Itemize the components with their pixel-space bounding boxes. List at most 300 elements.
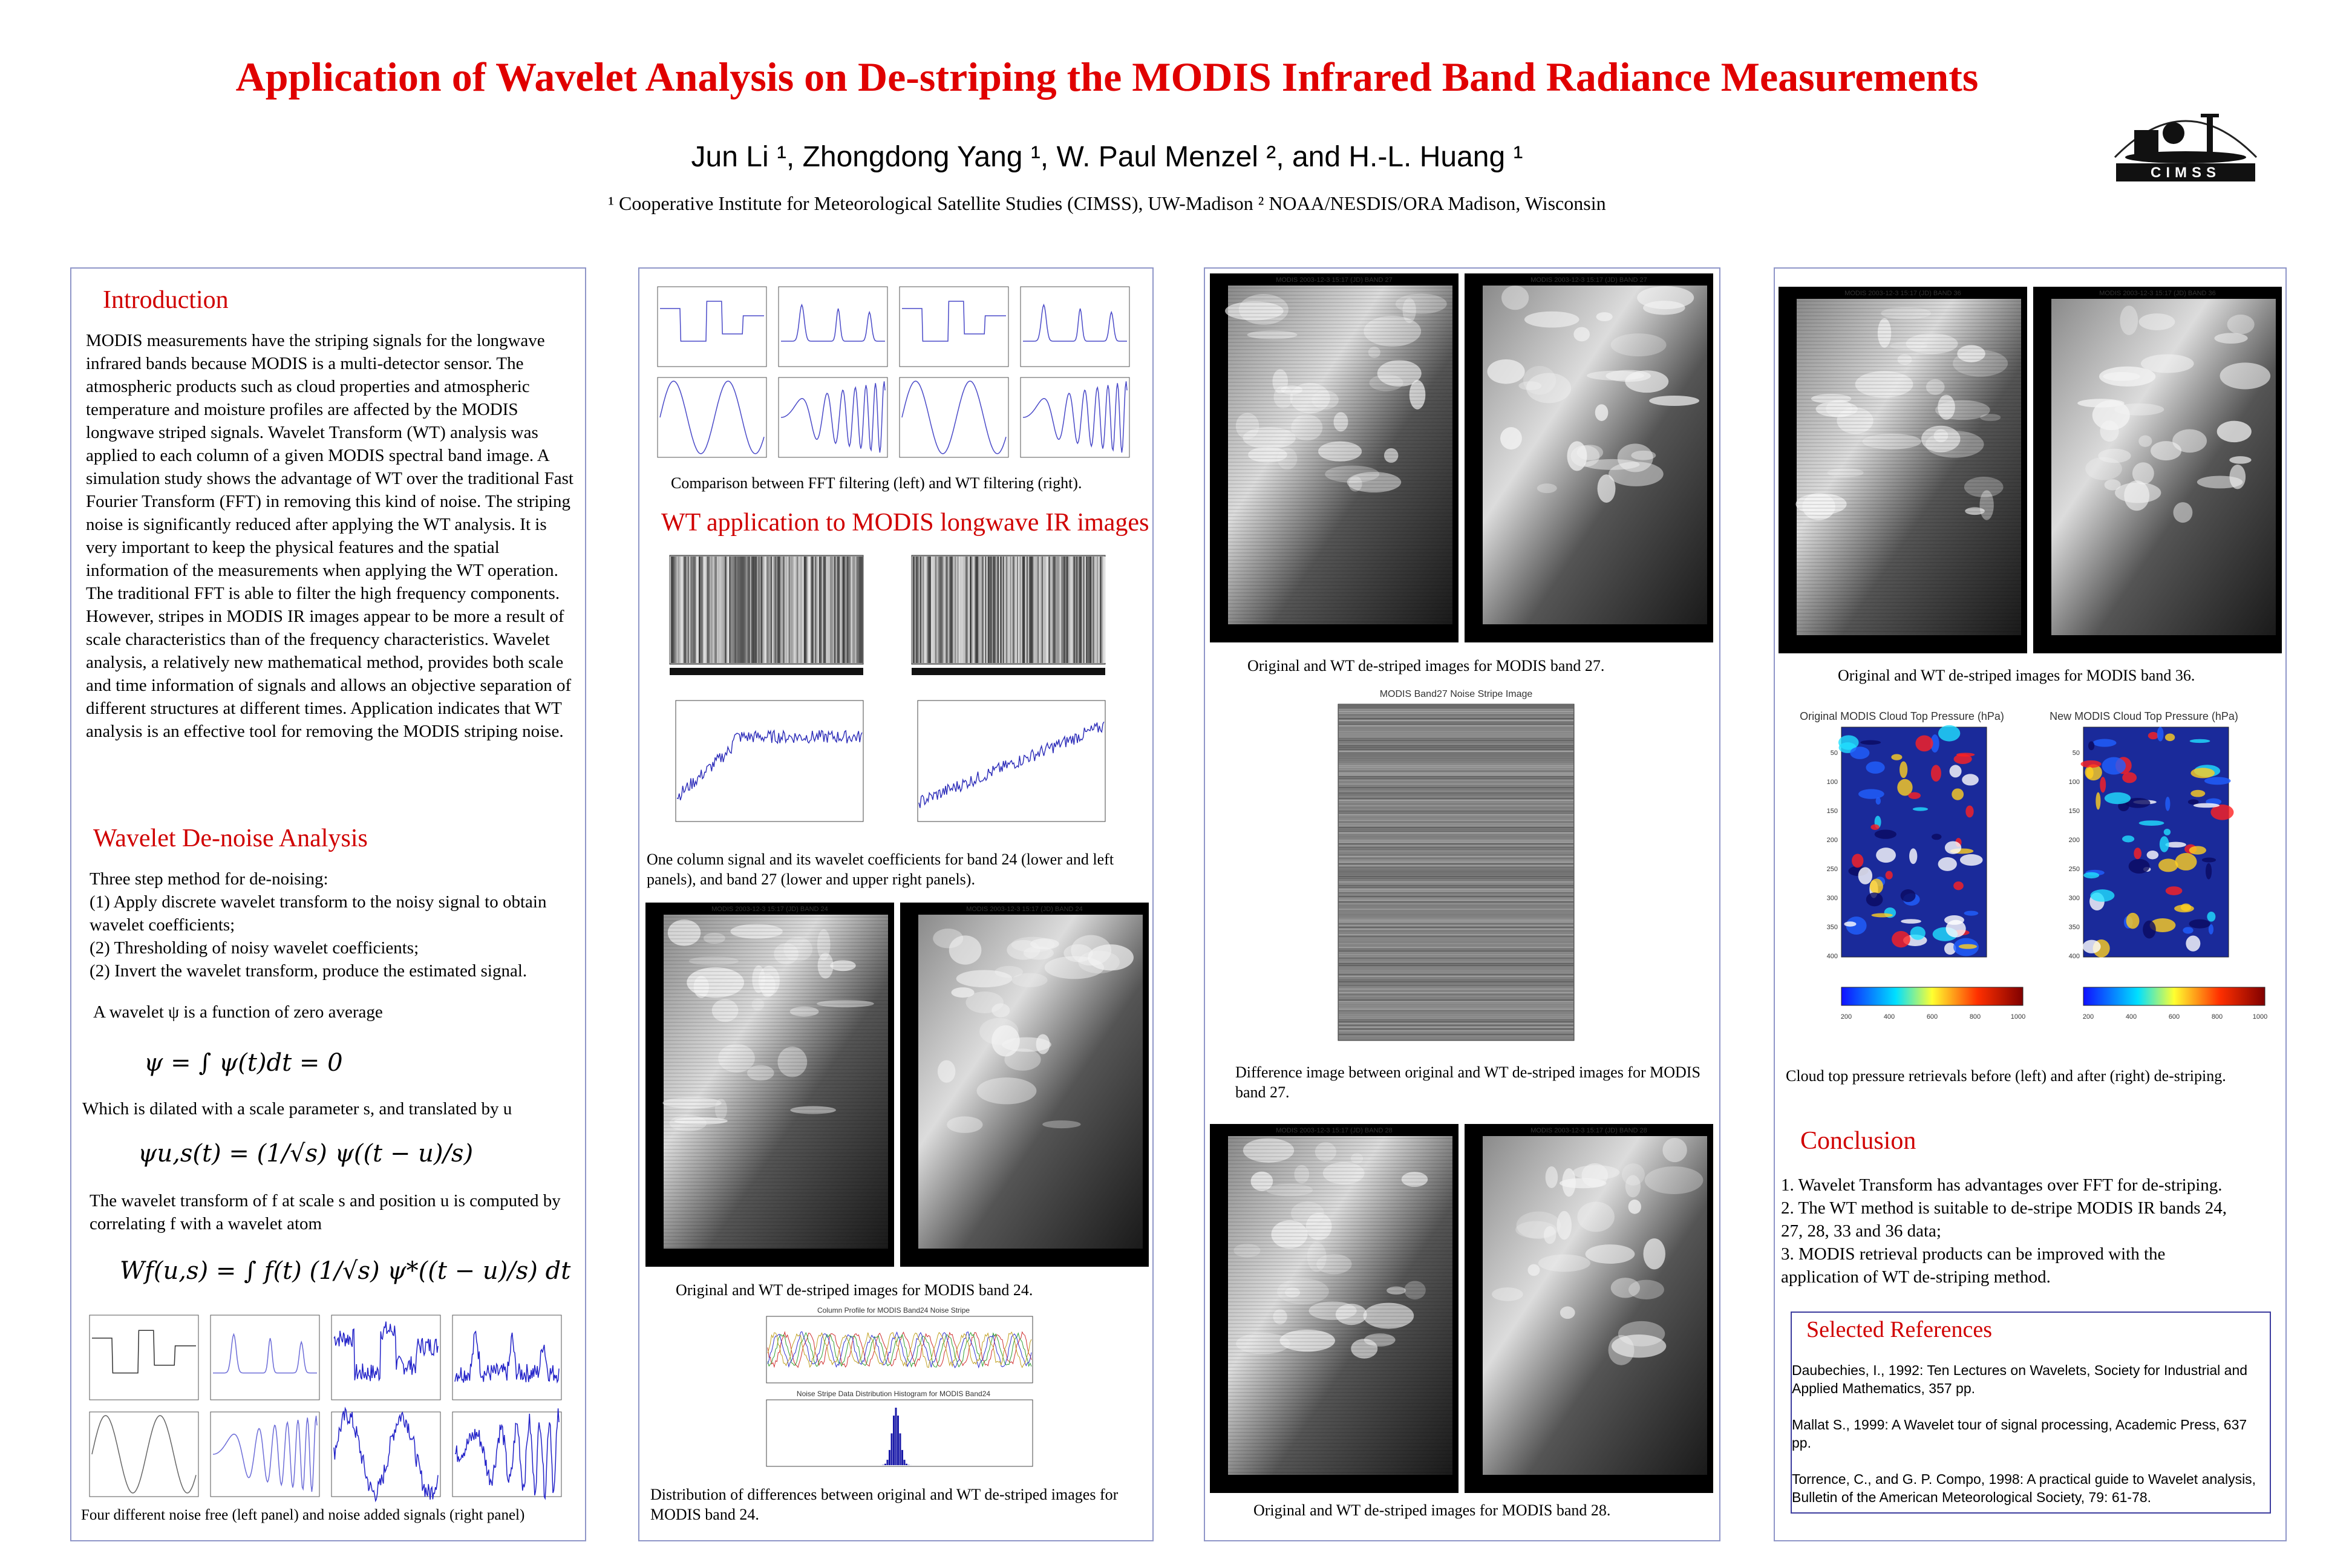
ctp-patch xyxy=(1850,746,1869,759)
noise-stripe xyxy=(1339,827,1573,828)
histogram-bar xyxy=(893,1416,895,1465)
profile-frame xyxy=(676,701,863,822)
noise-stripe xyxy=(1339,918,1573,919)
plot-frame xyxy=(658,287,766,367)
noise-stripe xyxy=(1339,818,1573,819)
filter-plot xyxy=(658,287,766,367)
ctp-ytick: 350 xyxy=(1826,924,1838,931)
ctp-patch xyxy=(1938,857,1957,871)
noise-stripe xyxy=(1339,840,1573,841)
ctp-patch xyxy=(2081,760,2102,768)
noise-stripe xyxy=(1339,941,1573,942)
ctp-patch xyxy=(2164,829,2171,835)
signals-caption: Four different noise free (left panel) and noise added signals (right panel) xyxy=(81,1507,525,1523)
noise-stripe xyxy=(1339,787,1573,788)
cloud-patch xyxy=(2103,372,2140,381)
noise-stripe xyxy=(1339,900,1573,901)
histogram-bar xyxy=(897,1416,899,1465)
noise-stripe xyxy=(1339,1025,1573,1026)
image-label: MODIS 2003-12-3 15:17 (JD) BAND 28 xyxy=(1276,1127,1393,1134)
noise-stripe xyxy=(1339,943,1573,944)
ctp-patch xyxy=(2102,757,2126,774)
column-profile-plot xyxy=(918,701,1105,822)
cloud-patch xyxy=(1595,404,1609,421)
noise-stripe xyxy=(1339,847,1573,848)
noise-stripe xyxy=(1339,972,1573,973)
ctp-patch xyxy=(2189,846,2206,854)
noise-stripe xyxy=(1339,1037,1573,1039)
cloud-patch xyxy=(817,929,831,960)
cloud-patch xyxy=(2217,421,2252,442)
band24-images xyxy=(645,903,1149,1267)
coef-column xyxy=(1104,557,1106,663)
cloud-patch xyxy=(1527,1264,1540,1276)
noise-stripe xyxy=(1339,762,1573,763)
original-image xyxy=(1210,273,1459,642)
ctp-ytick: 200 xyxy=(1826,837,1838,844)
noise-stripe xyxy=(1339,803,1573,805)
noise-stripe xyxy=(1339,854,1573,855)
image-label: MODIS 2003-12-3 15:17 (JD) BAND 28 xyxy=(1530,1127,1647,1134)
plot-frame xyxy=(211,1412,319,1497)
ctp-patch xyxy=(1945,841,1961,854)
conclusion-heading: Conclusion xyxy=(1800,1127,1916,1155)
ctp-patch xyxy=(2202,858,2216,863)
noise-stripe xyxy=(1339,792,1573,794)
colorbar xyxy=(2083,987,2265,1005)
cloud-patch xyxy=(2092,400,2130,430)
noise-stripe xyxy=(1339,950,1573,952)
noise-stripe xyxy=(1339,1012,1573,1013)
ctp-patch xyxy=(1960,854,1983,866)
noise-stripe xyxy=(1339,954,1573,955)
ctp-map xyxy=(2069,727,2268,1021)
cloud-patch xyxy=(1855,371,1913,397)
ctp-patch xyxy=(1956,753,1975,756)
noise-stripe xyxy=(1339,998,1573,999)
ctp-patch xyxy=(2083,872,2099,878)
noise-stripe xyxy=(1339,927,1573,928)
noise-stripe xyxy=(1339,851,1573,852)
cloud-patch xyxy=(704,933,725,944)
cloud-patch xyxy=(2105,479,2121,490)
formula-wavelet-transform: Wf(u,s) = ∫ f(t) (1/√s) ψ*((t − u)/s) dt xyxy=(120,1257,571,1285)
noise-stripe xyxy=(1339,947,1573,948)
ctp-patch xyxy=(1876,848,1896,863)
cloud-patch xyxy=(1402,1172,1428,1187)
cloud-patch xyxy=(1251,1172,1273,1191)
formula-wavelet-atom: ψu,s(t) = (1/√s) ψ((t − u)/s) xyxy=(138,1140,474,1168)
histogram-bar xyxy=(889,1450,890,1465)
noise-stripe xyxy=(1339,771,1573,772)
ctp-patch xyxy=(2134,848,2141,859)
noise-stripe xyxy=(1339,767,1573,768)
noise-stripe xyxy=(1339,785,1573,786)
cloud-patch xyxy=(1306,1213,1332,1240)
noise-stripe xyxy=(1339,843,1573,844)
histogram-bar xyxy=(884,1464,886,1465)
formula-zero-average: ψ = ∫ ψ(t)dt = 0 xyxy=(144,1049,343,1077)
noise-stripe xyxy=(1339,1010,1573,1011)
noise-stripe xyxy=(1339,754,1573,756)
cloud-patch xyxy=(1492,1287,1523,1301)
cloud-patch xyxy=(2120,305,2138,335)
noise-stripe xyxy=(1339,869,1573,870)
cloud-patch xyxy=(1323,1162,1365,1184)
noise-stripe xyxy=(1339,733,1573,734)
ctp-patch xyxy=(2139,820,2164,826)
noise-stripe xyxy=(1339,836,1573,837)
filter-plot xyxy=(900,287,1008,367)
noise-stripe xyxy=(1339,811,1573,812)
noise-stripe xyxy=(1339,711,1573,712)
colorbar-tick: 1000 xyxy=(2252,1013,2268,1021)
panel-conclusion xyxy=(1774,267,2287,1541)
ctp-patch xyxy=(1965,805,1973,817)
ctp-patch xyxy=(2129,859,2150,874)
coef-strip xyxy=(912,668,1105,675)
noise-stripe xyxy=(1339,742,1573,743)
ctp-patch xyxy=(1962,774,1979,785)
cloud-patch xyxy=(2138,436,2152,447)
colorbar-tick: 200 xyxy=(2082,1013,2094,1021)
noise-stripe xyxy=(1339,780,1573,781)
noise-stripe xyxy=(1339,949,1573,950)
cloud-patch xyxy=(1645,1166,1704,1194)
cloud-patch xyxy=(2197,475,2243,488)
noise-stripe xyxy=(1339,725,1573,727)
noise-stripe xyxy=(1339,932,1573,933)
noise-stripe xyxy=(1339,758,1573,759)
image-label: MODIS 2003-12-3 15:17 (JD) BAND 24 xyxy=(966,906,1083,913)
cloud-patch xyxy=(747,1065,774,1081)
noise-stripe xyxy=(1339,880,1573,881)
cloud-patch xyxy=(1957,345,1985,362)
ctp-patch xyxy=(2088,741,2094,750)
ctp-patch xyxy=(1886,871,1893,880)
noise-stripe xyxy=(1339,713,1573,714)
noise-stripe xyxy=(1339,1018,1573,1019)
noise-stripe xyxy=(1339,930,1573,932)
noise-stripe xyxy=(1339,852,1573,854)
destriped-image xyxy=(1465,1124,1713,1493)
ctp-patch xyxy=(2083,940,2101,953)
noise-stripe xyxy=(1339,925,1573,926)
ctp-ytick: 150 xyxy=(1826,808,1838,815)
cloud-patch xyxy=(1487,359,1524,384)
noise-stripe xyxy=(1339,745,1573,746)
cloud-patch xyxy=(1524,312,1579,328)
fft-vs-wt-figure xyxy=(652,281,1142,462)
noise-stripe xyxy=(1339,916,1573,917)
cloud-patch xyxy=(830,960,855,971)
image-label: MODIS 2003-12-3 15:17 (JD) BAND 27 xyxy=(1276,276,1393,284)
noise-stripe xyxy=(1339,999,1573,1001)
noise-stripe xyxy=(1339,910,1573,912)
plot-frame xyxy=(332,1412,440,1497)
affiliations: ¹ Cooperative Institute for Meteorological Satellite Studies (CIMSS), UW-Madison ² NOAA/NESDIS/ORA Madison, Wisconsin xyxy=(608,192,1606,214)
filter-plot xyxy=(779,287,887,367)
noise-stripe xyxy=(1339,823,1573,825)
cloud-patch xyxy=(1606,370,1651,382)
noise-stripe xyxy=(1339,936,1573,937)
noise-stripe xyxy=(1339,816,1573,817)
noise-stripe xyxy=(1339,867,1573,868)
noise-stripe xyxy=(1339,1016,1573,1017)
ctp-patch xyxy=(2147,851,2159,859)
band27-noise-stripe-image xyxy=(1332,686,1580,1044)
ctp-patch xyxy=(2190,790,2205,797)
noise-stripe xyxy=(1339,872,1573,874)
cloud-patch xyxy=(1315,1142,1336,1161)
cloud-patch xyxy=(1964,477,2004,497)
histogram-bar xyxy=(906,1464,907,1465)
cloud-patch xyxy=(1577,445,1604,460)
noise-stripe xyxy=(1339,822,1573,823)
ctp-ytick: 50 xyxy=(1830,750,1838,757)
plot-frame xyxy=(90,1315,198,1400)
ctp-patch xyxy=(1932,834,1941,840)
plot-frame xyxy=(90,1412,198,1497)
cloud-patch xyxy=(951,987,974,998)
cloud-patch xyxy=(1233,1244,1260,1258)
noise-stripe xyxy=(1339,934,1573,935)
noise-stripe xyxy=(1339,722,1573,723)
ctp-patch xyxy=(2165,734,2175,742)
noise-stripe xyxy=(1339,878,1573,879)
noise-stripe xyxy=(1339,1027,1573,1028)
noise-stripe xyxy=(1339,709,1573,710)
noise-stripe xyxy=(1339,802,1573,803)
introduction-heading: Introduction xyxy=(103,286,229,314)
ctp-patch xyxy=(1866,892,1883,906)
filter-plot xyxy=(779,377,887,457)
cloud-patch xyxy=(1271,1220,1307,1248)
cloud-patch xyxy=(718,1044,755,1073)
noise-stripe xyxy=(1339,812,1573,814)
noise-stripe xyxy=(1339,961,1573,962)
filter-plot xyxy=(1021,377,1129,457)
cloud-patch xyxy=(2151,441,2181,460)
noise-stripe xyxy=(1339,756,1573,757)
noise-stripe xyxy=(1339,923,1573,924)
cloud-patch xyxy=(1596,312,1612,321)
ctp-ytick: 350 xyxy=(2068,924,2080,931)
ctp-ytick: 200 xyxy=(2068,837,2080,844)
signal-plot xyxy=(90,1412,198,1497)
cloud-patch xyxy=(1586,1244,1635,1264)
noise-stripe xyxy=(1339,856,1573,857)
band28-caption: Original and WT de-striped images for MODIS band 28. xyxy=(1253,1501,1611,1519)
wavelet-coefficient-image xyxy=(670,555,864,675)
plot-frame xyxy=(452,1412,561,1497)
conclusion-2: 2. The WT method is suitable to de-stripe MODIS IR bands 24, 27, 28, 33 and 36 data; xyxy=(1781,1198,2227,1241)
cloud-patch xyxy=(2229,456,2251,464)
ctp-patch xyxy=(1866,762,1885,774)
colorbar-tick: 200 xyxy=(1840,1013,1852,1021)
ctp-patch xyxy=(2157,727,2164,742)
noise-stripe xyxy=(1339,716,1573,717)
cloud-patch xyxy=(1628,1280,1664,1299)
noise-stripe xyxy=(1339,965,1573,966)
cloud-patch xyxy=(1881,307,1931,319)
cloud-patch xyxy=(2115,482,2161,503)
band36-images xyxy=(1779,287,2282,653)
cimss-logo xyxy=(2110,97,2261,183)
cloud-patch xyxy=(2098,449,2131,463)
ctp-patch xyxy=(1938,725,1960,742)
ctp-ytick: 300 xyxy=(2068,895,2080,902)
noise-stripe xyxy=(1339,849,1573,850)
ctp-patch xyxy=(2188,799,2199,805)
cloud-patch xyxy=(1573,327,1590,342)
noise-stripe xyxy=(1339,740,1573,741)
noise-stripe xyxy=(1339,871,1573,872)
colorbar-tick: 600 xyxy=(2168,1013,2180,1021)
ctp-patch xyxy=(2148,732,2158,739)
ctp-patch xyxy=(2186,935,2200,951)
ctp-patch xyxy=(1860,740,1881,745)
signal-plot xyxy=(211,1412,319,1497)
cloud-patch xyxy=(2174,502,2193,523)
noise-stripe xyxy=(1339,1005,1573,1006)
ctp-ytick: 400 xyxy=(1826,953,1838,960)
band28-images xyxy=(1210,1124,1713,1493)
noise-stripe xyxy=(1339,874,1573,875)
original-image xyxy=(1779,287,2027,653)
noise-stripe xyxy=(1339,763,1573,765)
colorbar-tick: 600 xyxy=(1926,1013,1938,1021)
coef-column xyxy=(862,557,864,663)
noise-stripe xyxy=(1339,938,1573,939)
ctp-patch xyxy=(1964,911,1979,916)
noise-stripe xyxy=(1339,1008,1573,1010)
histogram-bar xyxy=(900,1433,901,1465)
image-label: MODIS 2003-12-3 15:17 (JD) BAND 36 xyxy=(1844,290,1961,297)
coef-caption: One column signal and its wavelet coefficients for band 24 (lower and left panels), and band 27 (lower and upper right panels). xyxy=(647,851,1114,888)
noise-stripe xyxy=(1339,760,1573,761)
noise-stripe xyxy=(1339,838,1573,839)
cloud-patch xyxy=(1926,379,1945,395)
cloud-patch xyxy=(1384,448,1398,463)
noise-stripe xyxy=(1339,1001,1573,1002)
noise-stripe xyxy=(1339,990,1573,991)
logo-text: CIMSS xyxy=(2150,165,2221,181)
cloud-patch xyxy=(1546,1166,1558,1188)
ctp-map-title: New MODIS Cloud Top Pressure (hPa) xyxy=(2050,710,2238,722)
noise-stripe xyxy=(1339,1003,1573,1004)
destriped-image xyxy=(1465,273,1713,642)
ctp-caption: Cloud top pressure retrievals before (left) and after (right) de-striping. xyxy=(1786,1067,2226,1085)
noise-stripe xyxy=(1339,1021,1573,1022)
cloud-patch xyxy=(1662,1138,1687,1162)
cloud-patch xyxy=(1584,459,1639,470)
colorbar-tick: 800 xyxy=(2211,1013,2223,1021)
noise-stripe xyxy=(1339,769,1573,770)
signal-plot xyxy=(90,1315,198,1400)
cloud-patch xyxy=(1828,468,1864,477)
signal-plot xyxy=(452,1408,561,1498)
histogram-bar xyxy=(887,1460,889,1465)
cloud-patch xyxy=(1878,318,1891,348)
noise-stripe xyxy=(1339,829,1573,830)
cloud-patch xyxy=(2227,315,2255,334)
ctp-ytick: 400 xyxy=(2068,953,2080,960)
fft-caption: Comparison between FFT filtering (left) and WT filtering (right). xyxy=(671,474,1082,492)
ctp-patch xyxy=(2126,913,2140,929)
histogram-bar xyxy=(904,1460,906,1465)
plot-frame xyxy=(779,377,887,457)
cloud-patch xyxy=(2220,362,2271,389)
ctp-patch xyxy=(2189,920,2210,929)
noise-stripe xyxy=(1339,988,1573,990)
ctp-patch xyxy=(2204,777,2231,785)
author-list: Jun Li ¹, Zhongdong Yang ¹, W. Paul Menzel ², and H.-L. Huang ¹ xyxy=(691,141,1523,173)
cloud-patch xyxy=(1643,301,1685,315)
diff-caption: Difference image between original and WT de-striped images for MODIS band 27. xyxy=(1235,1063,1700,1101)
ctp-patch xyxy=(2096,792,2100,810)
colorbar-tick: 400 xyxy=(1883,1013,1895,1021)
ctp-patch xyxy=(2105,792,2131,804)
noise-stripe xyxy=(1339,876,1573,877)
ctp-patch xyxy=(2158,858,2178,872)
cloud-patch xyxy=(947,1116,982,1133)
image-label: MODIS 2003-12-3 15:17 (JD) BAND 36 xyxy=(2099,290,2216,297)
plot-frame xyxy=(1021,287,1129,367)
noise-stripe xyxy=(1339,909,1573,910)
cloud-patch xyxy=(949,935,982,964)
noise-stripe xyxy=(1339,865,1573,866)
cloud-patch xyxy=(1368,347,1380,358)
noise-stripe xyxy=(1339,729,1573,730)
signal-plot xyxy=(211,1315,319,1400)
noise-signals-figure xyxy=(83,1309,573,1503)
cloud-patch xyxy=(1236,1333,1290,1354)
cloud-patch xyxy=(1307,1242,1327,1272)
reference-2: Mallat S., 1999: A Wavelet tour of signal processing, Academic Press, 637 pp. xyxy=(1792,1417,2247,1451)
ctp-patch xyxy=(1959,944,1977,949)
ctp-patch xyxy=(1909,848,1917,864)
ctp-patch xyxy=(1953,881,1964,890)
noise-stripe xyxy=(1339,912,1573,913)
noise-stripe xyxy=(1339,751,1573,752)
signal-plot xyxy=(452,1315,561,1400)
cloud-patch xyxy=(1273,1309,1287,1324)
reference-3: Torrence, C., and G. P. Compo, 1998: A practical guide to Wavelet analysis, Bulletin of the American Meteorological Society, 79: 61-78. xyxy=(1792,1471,2256,1505)
ctp-map xyxy=(1827,725,2026,1021)
noise-stripe xyxy=(1339,825,1573,826)
ctp-ytick: 50 xyxy=(2072,750,2080,757)
noise-stripe xyxy=(1339,881,1573,883)
denoise-step-1: (1) Apply discrete wavelet transform to the noisy signal to obtain wavelet coefficients; xyxy=(90,892,547,935)
noise-stripe xyxy=(1339,714,1573,716)
cloud-patch xyxy=(1518,381,1541,390)
ctp-patch xyxy=(2175,853,2197,871)
ctp-patch xyxy=(1892,931,1910,947)
noise-stripe xyxy=(1339,774,1573,776)
ctp-patch xyxy=(1876,797,1881,805)
noise-stripe xyxy=(1339,979,1573,981)
ctp-ytick: 100 xyxy=(1826,779,1838,786)
cloud-patch xyxy=(1631,451,1656,460)
noise-stripe xyxy=(1339,727,1573,728)
ctp-patch xyxy=(1871,913,1892,917)
ctp-ytick: 250 xyxy=(1826,866,1838,873)
noise-stripe xyxy=(1339,783,1573,785)
noise-stripe xyxy=(1339,1032,1573,1033)
noise-stripe xyxy=(1339,734,1573,736)
noise-stripe xyxy=(1339,903,1573,904)
